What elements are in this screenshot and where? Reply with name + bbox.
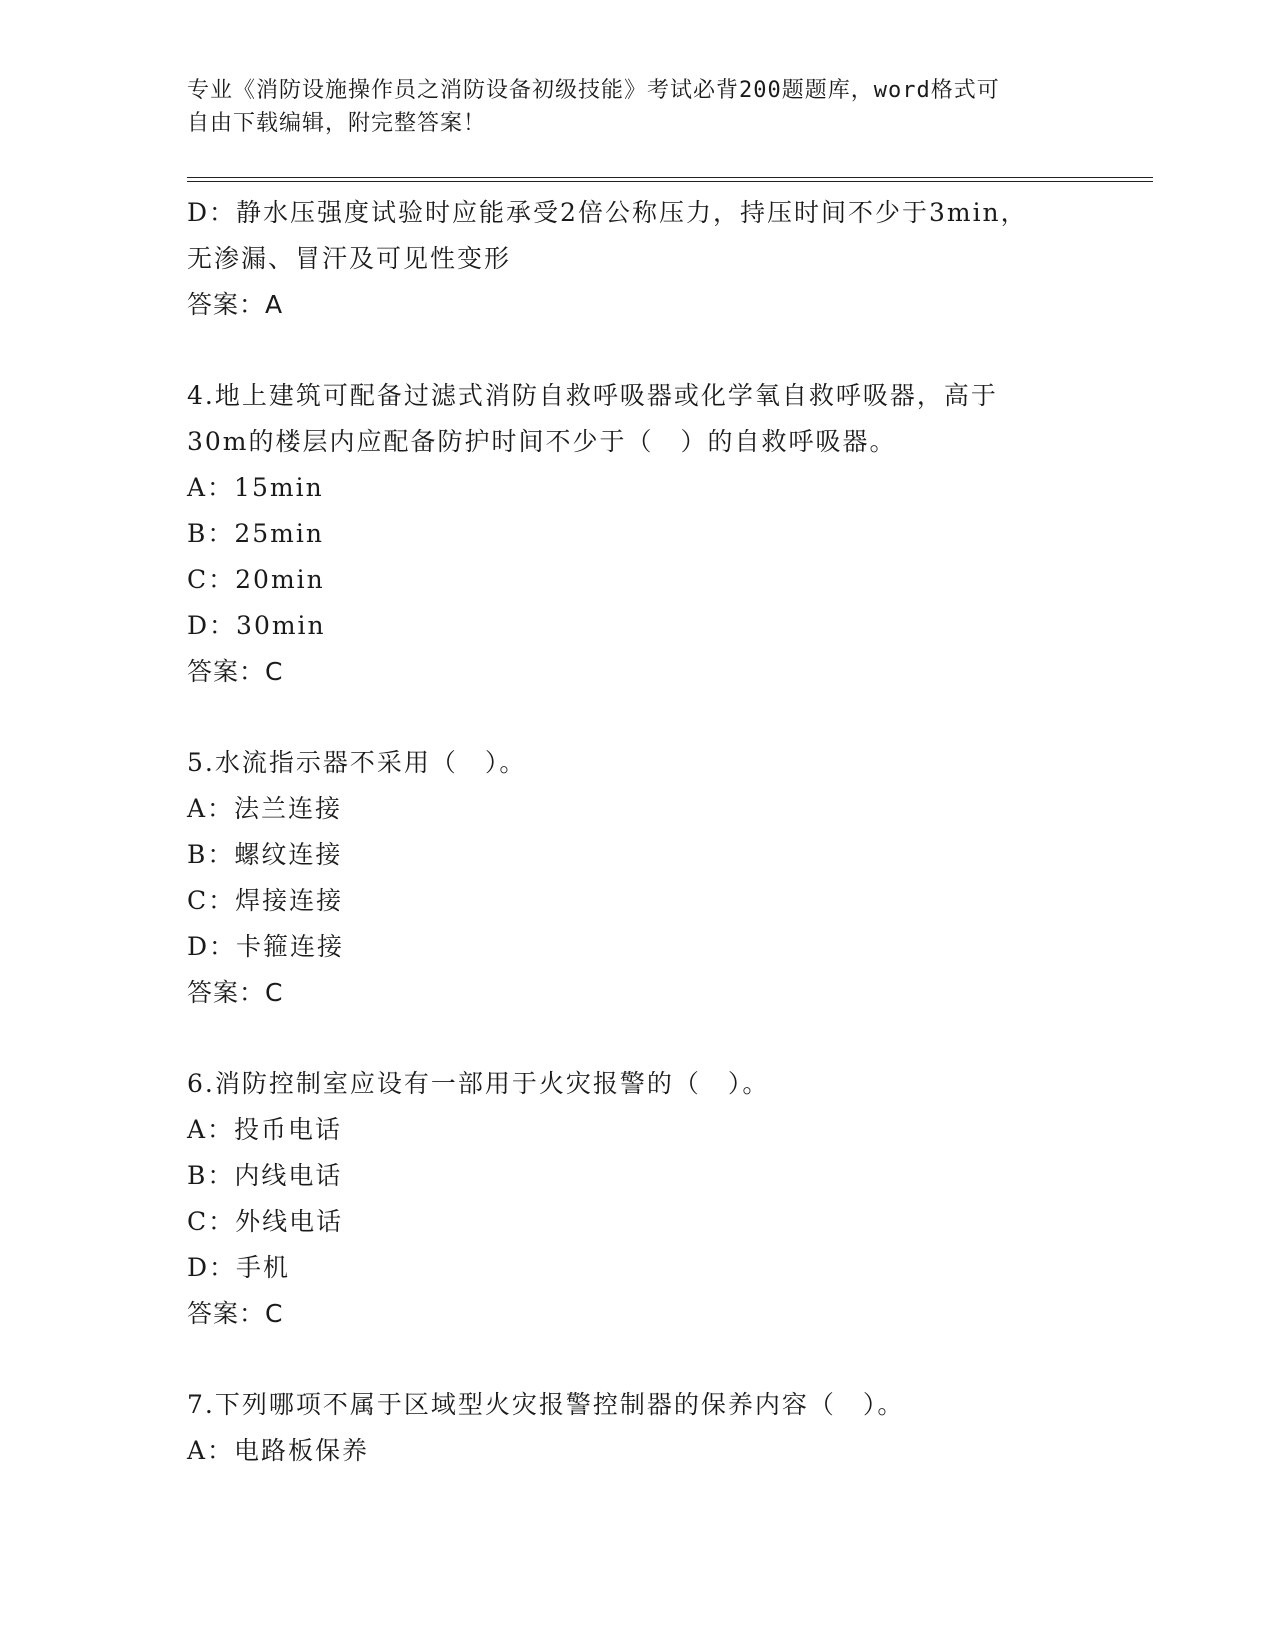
document-header (187, 74, 1077, 140)
spacer (187, 328, 1087, 373)
question-stem: 6.消防控制室应设有一部用于火灾报警的（ ）。 (187, 1069, 770, 1098)
option-c: C：20min (187, 565, 325, 594)
option-a: A：法兰连接 (187, 794, 343, 823)
question-stem: 7.下列哪项不属于区域型火灾报警控制器的保养内容（ ）。 (187, 1390, 905, 1419)
option-d-line-1: D：静水压强度试验时应能承受2倍公称压力，持压时间不少于3min， (187, 198, 1028, 227)
question-stem: 5.水流指示器不采用（ ）。 (187, 748, 527, 777)
question-5 (187, 740, 1087, 1016)
question-stem-line-2: 30m的楼层内应配备防护时间不少于（ ）的自救呼吸器。 (187, 427, 897, 456)
question-7 (187, 1382, 1087, 1474)
spacer (187, 695, 1087, 740)
option-d: D：手机 (187, 1253, 291, 1282)
answer-label: 答案：C (187, 1299, 284, 1328)
spacer (187, 1016, 1087, 1061)
option-b: B：内线电话 (187, 1161, 343, 1190)
option-a: A：电路板保养 (187, 1436, 370, 1465)
option-a: A：15min (187, 473, 324, 502)
option-d: D：卡箍连接 (187, 932, 345, 961)
option-d-line-2: 无渗漏、冒汗及可见性变形 (187, 244, 512, 273)
header-divider-bottom (187, 181, 1153, 182)
header-title-line-2: 自由下载编辑，附完整答案！ (187, 111, 487, 136)
question-stem-line-1: 4.地上建筑可配备过滤式消防自救呼吸器或化学氧自救呼吸器，高于 (187, 381, 998, 410)
question-list (187, 190, 1087, 1474)
answer-label: 答案：C (187, 657, 284, 686)
header-title-line-1: 专业《消防设施操作员之消防设备初级技能》考试必背200题题库，word格式可 (187, 78, 1000, 103)
option-b: B：螺纹连接 (187, 840, 343, 869)
header-divider-top (187, 177, 1153, 178)
option-b: B：25min (187, 519, 324, 548)
option-c: C：外线电话 (187, 1207, 344, 1236)
question-4 (187, 373, 1087, 695)
question-3-tail (187, 190, 1087, 328)
answer-label: 答案：C (187, 978, 284, 1007)
spacer (187, 1337, 1087, 1382)
option-d: D：30min (187, 611, 326, 640)
option-a: A：投币电话 (187, 1115, 343, 1144)
question-6 (187, 1061, 1087, 1337)
answer-label: 答案：A (187, 290, 284, 319)
option-c: C：焊接连接 (187, 886, 344, 915)
